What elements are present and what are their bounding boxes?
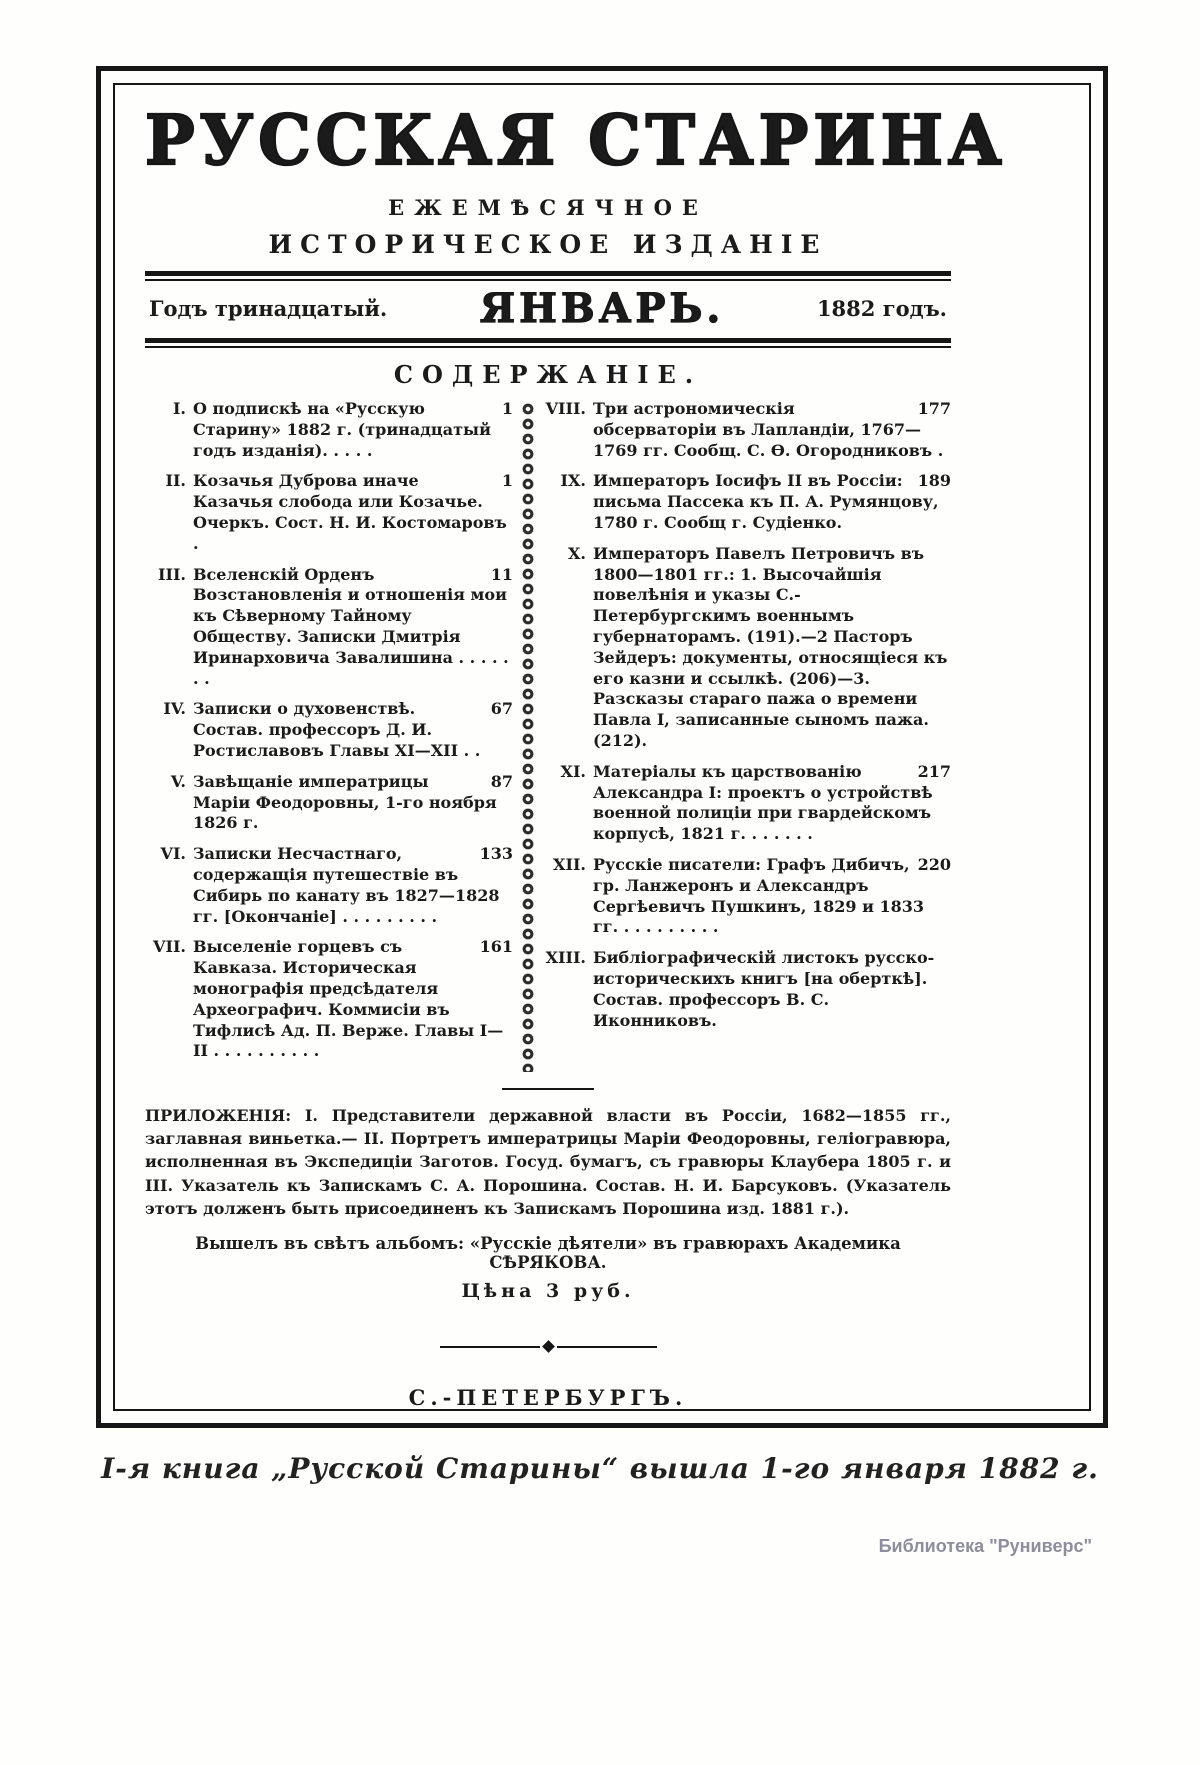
toc-item-number: X. bbox=[568, 543, 586, 563]
toc-item-page: 220 bbox=[917, 854, 951, 874]
toc-item-body bbox=[593, 399, 951, 461]
issue-year: 1882 годъ. bbox=[816, 296, 947, 321]
tailpiece-line-right bbox=[557, 1346, 657, 1348]
handwritten-note: I-я книга „Русской Старины“ вышла 1-го января 1882 г. bbox=[101, 1452, 1099, 1485]
toc-item bbox=[145, 471, 513, 554]
imprint-city: С.-ПЕТЕРБУРГЪ. bbox=[408, 1385, 688, 1411]
inner-border-frame bbox=[113, 83, 1091, 1411]
tailpiece-line-left bbox=[440, 1346, 540, 1348]
imprint-block bbox=[145, 1385, 951, 1411]
tailpiece-diamond-icon bbox=[542, 1340, 555, 1353]
toc-item-number: IX. bbox=[560, 471, 586, 491]
toc-item bbox=[545, 855, 951, 938]
toc-item bbox=[145, 565, 513, 690]
toc-item-number: XIII. bbox=[545, 948, 586, 968]
tailpiece-ornament bbox=[145, 1342, 951, 1351]
toc-item-page: 177 bbox=[917, 399, 951, 418]
journal-subtitle-type: ИСТОРИЧЕСКОЕ ИЗДАНІЕ bbox=[268, 230, 828, 259]
toc-item-title: Козачья Дуброва иначе Казачья слобода или Козачье. Очеркъ. Сост. Н. И. Костомаровъ . bbox=[193, 471, 507, 553]
toc-item-title: Три астрономическія обсерваторіи въ Лапландіи, 1767—1769 гг. Сообщ. С. Ѳ. Огородниковъ . bbox=[593, 399, 944, 460]
toc-left-column bbox=[145, 399, 513, 1072]
toc-item-title: Библіографическій листокъ русско-историческихъ книгъ [на оберткѣ]. Состав. профессоръ В. С. Иконниковъ. bbox=[593, 948, 935, 1030]
toc-item-title: Русскіе писатели: Графъ Дибичъ, гр. Ланжеронъ и Александръ Сергѣевичъ Пушкинъ, 1829 и 1833 гг. . . . . . . . . . bbox=[593, 854, 925, 937]
toc-item-body bbox=[193, 399, 513, 461]
toc-item bbox=[145, 399, 513, 461]
toc-item-title: Завѣщаніе императрицы Маріи Феодоровны, 1-го ноября 1826 г. bbox=[193, 771, 497, 833]
toc-right-column bbox=[545, 399, 951, 1072]
toc-item-body bbox=[593, 948, 951, 1031]
toc-item bbox=[145, 937, 513, 1062]
rule-thick-bottom bbox=[145, 338, 951, 343]
outer-border-frame bbox=[96, 66, 1108, 1428]
toc-item-body bbox=[193, 772, 513, 834]
toc-item-number: XI. bbox=[560, 761, 586, 781]
toc-item-page: 1 bbox=[501, 399, 513, 418]
toc-item-body bbox=[193, 699, 513, 761]
toc-item-title: Выселеніе горцевъ съ Кавказа. Историческая монографія предсѣдателя Археографич. Коммисіи въ Тифлисѣ Ад. П. Верже. Главы I—II . . . . . . . . . . bbox=[193, 937, 504, 1061]
dateline bbox=[145, 281, 951, 336]
toc-item-number: III. bbox=[157, 564, 186, 584]
toc-item bbox=[545, 471, 951, 533]
toc-item-title: Императоръ Павелъ Петровичъ въ 1800—1801 гг.: 1. Высочайшія повелѣнія и указы С.-Петербургскимъ военнымъ губернаторамъ. (191).—2 Пасторъ Зейдеръ: документы, относящіеся къ его казни и ссылкѣ. (206)—3. Разсказы стараго пажа о времени Павла I, записанные сыномъ пажа. (212). bbox=[593, 543, 948, 750]
toc-item-title: Записки Несчастнаго, содержащія путешествіе въ Сибирь по канату въ 1827—1828 гг. [Окончаніе] . . . . . . . . . bbox=[193, 844, 500, 926]
toc-item bbox=[545, 762, 951, 845]
toc-item-page: 87 bbox=[490, 771, 513, 791]
toc-item bbox=[145, 844, 513, 927]
rule-thick-top bbox=[145, 271, 951, 276]
toc-item-title: Вселенскій Орденъ Возстановленія и отношенія мои къ Сѣверному Тайному Обществу. Записки Дмитрія Иринарховича Завалишина . . . . . . . bbox=[193, 564, 509, 688]
album-announcement: Вышелъ въ свѣтъ альбомъ: «Русскіе дѣятели» въ гравюрахъ Академика СѢРЯКОВА. bbox=[195, 1234, 901, 1273]
toc-item-page: 217 bbox=[917, 761, 951, 781]
toc-item-page: 133 bbox=[479, 844, 513, 864]
toc-item-body bbox=[593, 471, 951, 533]
toc-item-number: I. bbox=[172, 399, 186, 418]
page-content bbox=[145, 99, 1007, 1411]
toc-item-title: Записки о духовенствѣ. Состав. профессоръ Д. И. Ростиславовъ Главы XI—XII . . bbox=[193, 699, 481, 760]
toc-item bbox=[145, 699, 513, 761]
toc-item bbox=[145, 772, 513, 834]
toc-item-body bbox=[593, 544, 951, 752]
toc-item-title: Императоръ Іосифъ II въ Россіи: письма Пассека къ П. А. Румянцову, 1780 г. Сообщ г. Судіенко. bbox=[593, 471, 939, 532]
toc-item-page: 189 bbox=[917, 471, 951, 491]
toc-item-body bbox=[193, 937, 513, 1062]
masthead bbox=[145, 99, 1007, 259]
toc-item bbox=[545, 544, 951, 752]
price-line: Цѣна 3 руб. bbox=[461, 1280, 635, 1303]
column-divider-chain-ornament bbox=[521, 401, 535, 1072]
toc-item-page: 1 bbox=[501, 471, 513, 491]
toc-item-number: VII. bbox=[153, 937, 186, 957]
toc-item-number: V. bbox=[170, 771, 186, 791]
section-divider-rule bbox=[502, 1088, 594, 1090]
table-of-contents bbox=[145, 399, 951, 1072]
rule-thin-bottom bbox=[145, 346, 951, 348]
toc-item-number: XII. bbox=[553, 854, 586, 874]
toc-item-number: VIII. bbox=[545, 399, 586, 418]
journal-subtitle-frequency: ЕЖЕМѢСЯЧНОЕ bbox=[388, 195, 708, 220]
toc-item bbox=[545, 948, 951, 1031]
toc-item-title: О подпискѣ на «Русскую Старину» 1882 г. (тринадцатый годъ изданія). . . . . bbox=[193, 399, 491, 460]
appendix-paragraph: ПРИЛОЖЕНІЯ: I. Представители державной власти въ Россіи, 1682—1855 гг., заглавная виньетка.— II. Портретъ императрицы Маріи Феодоровны, геліогравюра, исполненная въ Экспедиціи Заготов. Госуд. бумагъ, съ гравюры Клаубера 1805 г. и III. Указатель къ Запискамъ С. А. Порошина. Состав. Н. И. Барсуковъ. (Указатель этотъ долженъ быть присоединенъ къ Запискамъ Порошина изд. 1881 г.). bbox=[145, 1106, 951, 1218]
toc-item-title: Матеріалы къ царствованію Александра I: проектъ о устройствѣ военной полиціи при гвардейскомъ корпусѣ, 1821 г. . . . . . . bbox=[593, 761, 933, 844]
toc-item-body bbox=[193, 471, 513, 554]
toc-item-page: 11 bbox=[490, 564, 513, 584]
toc-item-number: IV. bbox=[163, 699, 186, 719]
toc-item-page: 67 bbox=[490, 699, 513, 719]
issue-month: ЯНВАРЬ. bbox=[479, 285, 725, 332]
toc-item-body bbox=[193, 844, 513, 927]
toc-item-body bbox=[193, 565, 513, 690]
toc-item-number: VI. bbox=[160, 844, 186, 864]
journal-title: РУССКАЯ СТАРИНА bbox=[145, 99, 1007, 181]
toc-item-body bbox=[593, 855, 951, 938]
toc-item-body bbox=[593, 762, 951, 845]
toc-item bbox=[545, 399, 951, 461]
toc-item-number: II. bbox=[165, 471, 186, 491]
contents-heading: СОДЕРЖАНІЕ. bbox=[393, 360, 703, 389]
library-watermark: Библиотека "Руниверс" bbox=[878, 1536, 1092, 1556]
volume-year-label: Годъ тринадцатый. bbox=[149, 296, 388, 321]
toc-item-page: 161 bbox=[479, 937, 513, 957]
